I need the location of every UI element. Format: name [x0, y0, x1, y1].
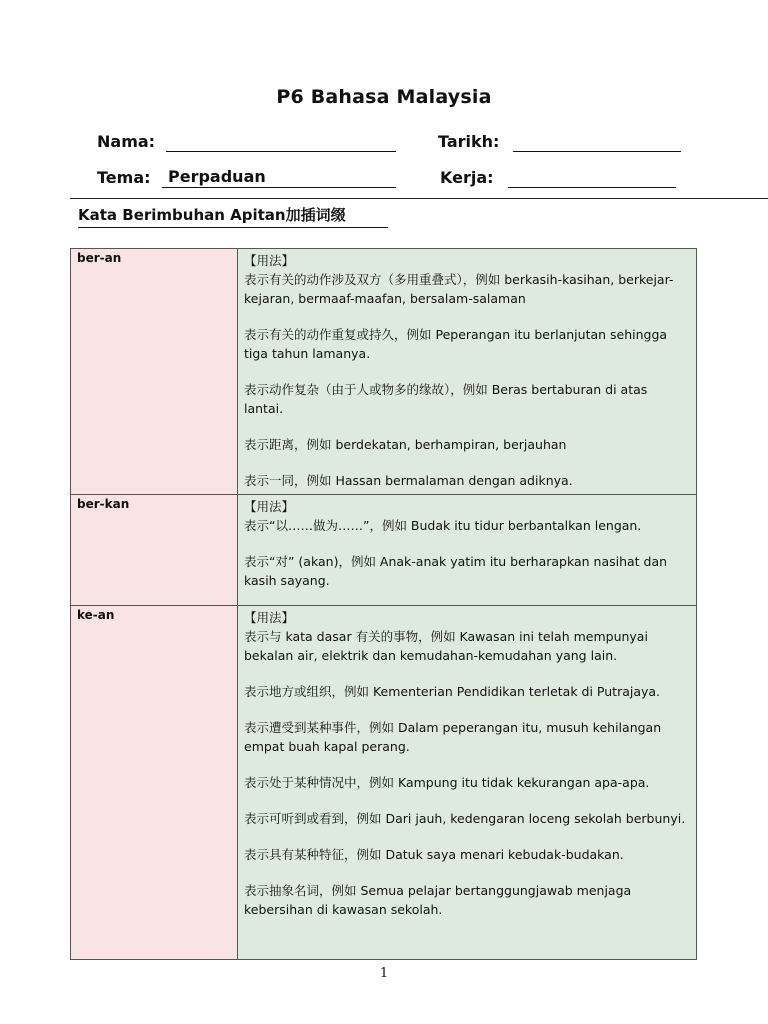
tema-label: Tema:	[97, 168, 151, 187]
page-title: P6 Bahasa Malaysia	[276, 86, 492, 108]
usage-example: 表示抽象名词，例如 Semua pelajar bertanggungjawab menjaga kebersihan di kawasan sekolah.	[244, 883, 632, 917]
usage-example: 表示可听到或看到，例如 Dari jauh, kedengaran loceng sekolah berbunyi.	[244, 811, 686, 826]
tarikh-field[interactable]	[513, 131, 681, 152]
affix-table	[70, 248, 697, 960]
section-title: Kata Berimbuhan Apitan加插词缀	[78, 204, 388, 228]
usage-example: 表示与 kata dasar 有关的事物，例如 Kawasan ini telah mempunyai bekalan air, elektrik dan kemudahan-kemudahan yang lain.	[244, 629, 648, 663]
term-cell: ber-kan	[71, 495, 238, 606]
term-cell: ke-an	[71, 606, 238, 960]
table-row	[71, 606, 697, 960]
usage-example: 表示距离，例如 berdekatan, berhampiran, berjauhan	[244, 437, 567, 452]
nama-field[interactable]	[166, 131, 396, 152]
tema-field[interactable]	[162, 167, 396, 188]
header-divider	[70, 198, 768, 199]
usage-example: 表示有关的动作重复或持久，例如 Peperangan itu berlanjutan sehingga tiga tahun lamanya.	[244, 327, 668, 361]
usage-example: 表示“对” (akan)，例如 Anak-anak yatim itu berharapkan nasihat dan kasih sayang.	[244, 554, 668, 588]
usage-example: 表示处于某种情况中，例如 Kampung itu tidak kekurangan apa-apa.	[244, 775, 650, 790]
usage-example: 表示“以……做为……”，例如 Budak itu tidur berbantalkan lengan.	[244, 518, 642, 533]
kerja-field[interactable]	[508, 167, 676, 188]
table-row	[71, 495, 697, 606]
usage-example: 表示一同，例如 Hassan bermalaman dengan adiknya.	[244, 473, 573, 488]
usage-cell	[238, 249, 697, 495]
usage-cell	[238, 495, 697, 606]
usage-label: 【用法】	[244, 499, 295, 514]
usage-label: 【用法】	[244, 253, 295, 268]
usage-example: 表示动作复杂（由于人或物多的缘故），例如 Beras bertaburan di atas lantai.	[244, 382, 648, 416]
page-number: 1	[379, 966, 389, 981]
usage-example: 表示遭受到某种事件，例如 Dalam peperangan itu, musuh kehilangan empat buah kapal perang.	[244, 720, 662, 754]
usage-example: 表示有关的动作涉及双方（多用重叠式），例如 berkasih-kasihan, berkejar-kejaran, bermaaf-maafan, bersalam-salaman	[244, 272, 674, 306]
usage-example: 表示具有某种特征，例如 Datuk saya menari kebudak-budakan.	[244, 847, 624, 862]
table-row	[71, 249, 697, 495]
kerja-label: Kerja:	[440, 168, 494, 187]
nama-label: Nama:	[97, 132, 156, 151]
tarikh-label: Tarikh:	[438, 132, 500, 151]
term-cell: ber-an	[71, 249, 238, 495]
tema-value: Perpaduan	[168, 167, 266, 186]
usage-cell	[238, 606, 697, 960]
usage-label: 【用法】	[244, 610, 295, 625]
usage-example: 表示地方或组织，例如 Kementerian Pendidikan terletak di Putrajaya.	[244, 684, 661, 699]
